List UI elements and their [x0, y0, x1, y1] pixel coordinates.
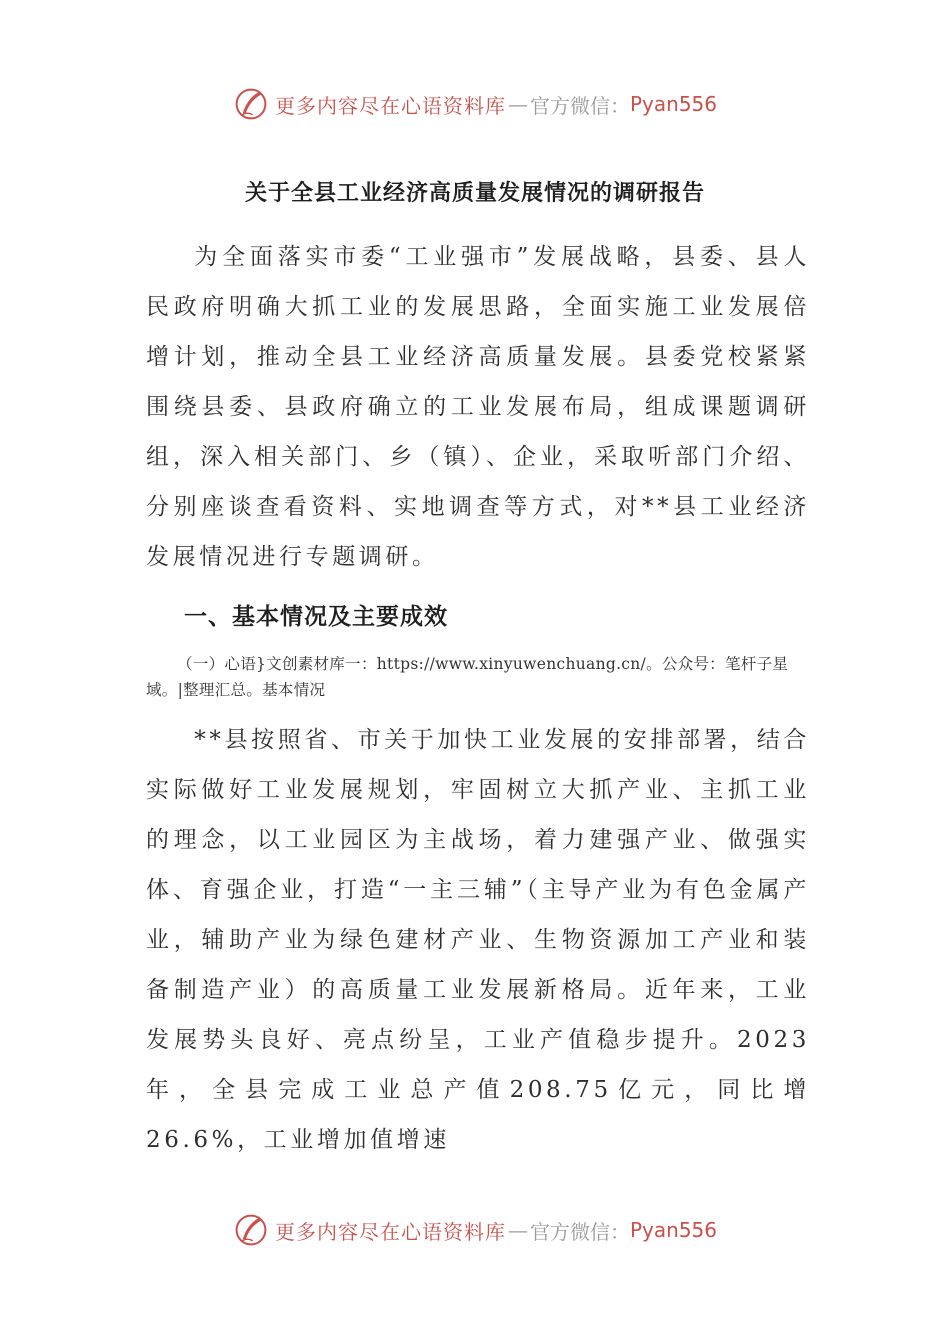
- banner-separator: —: [507, 92, 528, 116]
- banner-wechat-id: Pyan556: [629, 1218, 717, 1242]
- section-heading-basic-situation: 一、基本情况及主要成效: [184, 604, 448, 630]
- banner-wechat-label: 官方微信：: [529, 93, 630, 118]
- body-paragraph: **县按照省、市关于加快工业发展的安排部署，结合实际做好工业发展规划，牢固树立大抓产业、主抓工业的理念，以工业园区为主战场，着力建强产业、做强实体、育强企业，打造“一主三辅”（主导产业为有色金属产业，辅助产业为绿色建材产业、生物资源加工产业和装备制造产业）的高质量工业发展新格局。近年来，工业发展势头良好、亮点纷呈，工业产值稳步提升。2023年，全县完成工业总产值208.75亿元，同比增26.6%，工业增加值增速: [146, 727, 810, 1153]
- banner-wechat-label: 官方微信：: [529, 1219, 630, 1244]
- banner-slogan: 更多内容尽在心语资料库: [274, 93, 506, 118]
- intro-paragraph: 为全面落实市委“工业强市”发展战略，县委、县人民政府明确大抓工业的发展思路，全面实施工业发展倍增计划，推动全县工业经济高质量发展。县委党校紧紧围绕县委、县政府确立的工业发展布局，组成课题调研组，深入相关部门、乡（镇）、企业，采取听部门介绍、分别座谈查看资料、实地调查等方式，对**县工业经济发展情况进行专题调研。: [146, 244, 810, 570]
- banner-separator: —: [507, 1218, 528, 1242]
- footer-banner: [0, 1208, 950, 1252]
- document-title: 关于全县工业经济高质量发展情况的调研报告: [244, 181, 705, 206]
- quill-pen-logo-icon: [233, 86, 269, 122]
- quill-pen-logo-icon: [233, 1212, 269, 1248]
- banner-slogan: 更多内容尽在心语资料库: [274, 1219, 506, 1244]
- banner-wechat-id: Pyan556: [629, 92, 717, 116]
- header-banner: [0, 82, 950, 126]
- subsection-note: （一）心语}文创素材库一：https://www.xinyuwenchuang.cn/。公众号：笔杆子星域。|整理汇总。基本情况: [146, 655, 789, 699]
